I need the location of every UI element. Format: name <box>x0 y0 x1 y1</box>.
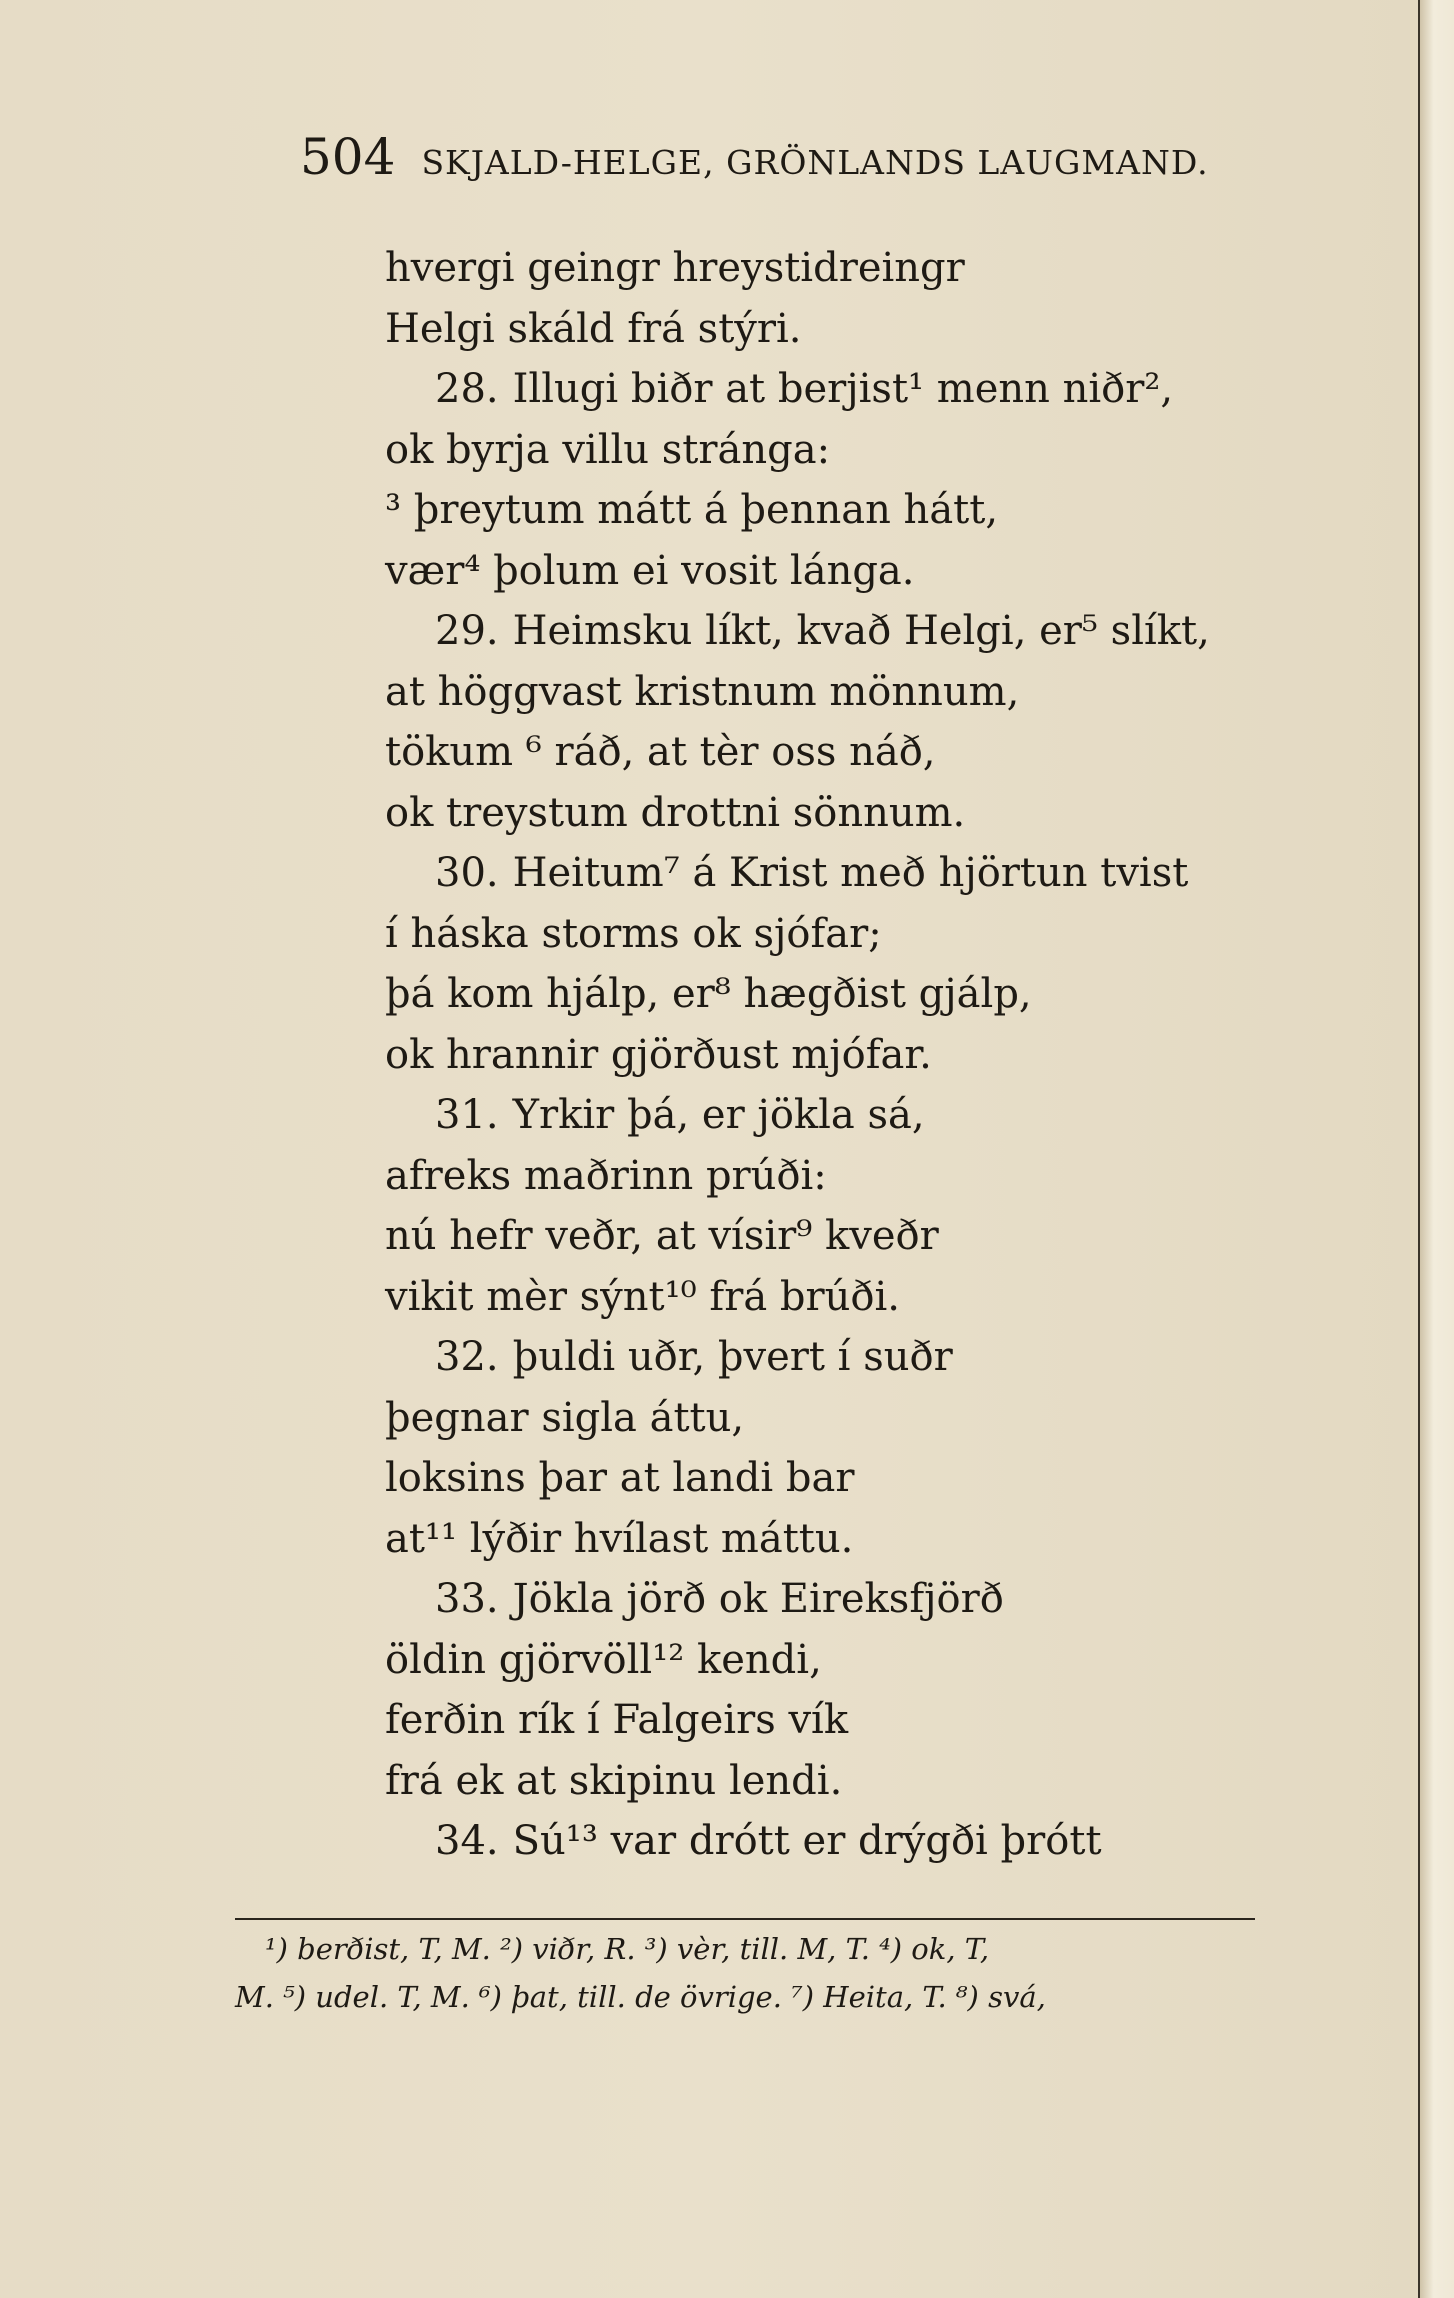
verse-line <box>385 1569 1345 1630</box>
verse-line-text: ok treystum drottni sönnum. <box>385 789 966 836</box>
verse-line-text: loksins þar at landi bar <box>385 1455 855 1501</box>
verse-line <box>385 1448 1345 1509</box>
verse-line <box>385 238 1345 299</box>
verse-line-text: ok byrja villu stránga: <box>385 426 831 473</box>
verse-line <box>385 359 1345 420</box>
book-gutter <box>1418 0 1454 2298</box>
verse-line <box>385 541 1345 602</box>
page-header <box>300 128 1209 186</box>
verse-line <box>385 722 1345 783</box>
verse-line-text: at¹¹ lýðir hvílast máttu. <box>385 1515 854 1562</box>
verse-line <box>385 1206 1345 1267</box>
verse-line <box>385 1690 1345 1751</box>
verse-number: 32. <box>435 1334 499 1380</box>
verse-line <box>385 1630 1345 1691</box>
footnote-line: ¹) berðist, T, M. ²) viðr, R. ³) vèr, till. M, T. ⁴) ok, T, <box>265 1932 990 1966</box>
verse-line <box>385 662 1345 723</box>
verse-line-text: tökum ⁶ ráð, at tèr oss náð, <box>385 729 936 775</box>
verse-line <box>385 964 1345 1025</box>
verse-line-text: hvergi geingr hreystidreingr <box>385 245 965 291</box>
verse-line-text: Illugi biðr at berjist¹ menn niðr², <box>512 366 1174 412</box>
verse-line-text: ok hrannir gjörðust mjófar. <box>385 1031 932 1078</box>
page-number: 504 <box>300 128 396 186</box>
verse-line-text: vikit mèr sýnt¹⁰ frá brúði. <box>385 1273 900 1320</box>
verse-number: 30. <box>435 850 499 896</box>
verse-line-text: Heimsku líkt, kvað Helgi, er⁵ slíkt, <box>512 608 1210 654</box>
footnotes <box>235 1925 1275 2021</box>
verse-line <box>385 1267 1345 1328</box>
verse-line-text: vær⁴ þolum ei vosit lánga. <box>385 547 915 594</box>
verse-line <box>385 1085 1345 1146</box>
verse-line <box>385 1146 1345 1207</box>
verse-line-text: þá kom hjálp, er⁸ hægðist gjálp, <box>385 971 1032 1017</box>
verse-line-text: Helgi skáld frá stýri. <box>385 305 802 352</box>
verse-number: 31. <box>435 1092 499 1138</box>
verse-line-text: Sú¹³ var drótt er drýgði þrótt <box>512 1818 1102 1864</box>
verse-line <box>385 1751 1345 1812</box>
verse-line-text: Yrkir þá, er jökla sá, <box>512 1092 925 1138</box>
verse-line-text: öldin gjörvöll¹² kendi, <box>385 1636 822 1683</box>
verse-line-text: ferðin rík í Falgeirs vík <box>385 1697 849 1743</box>
verse-line <box>385 1388 1345 1449</box>
footnote-rule <box>235 1918 1255 1920</box>
verse-line-text: þegnar sigla áttu, <box>385 1394 745 1441</box>
verse-line-text: frá ek at skipinu lendi. <box>385 1757 843 1804</box>
verse-line-text: ³ þreytum mátt á þennan hátt, <box>385 487 999 533</box>
verse-line <box>385 601 1345 662</box>
verse-number: 34. <box>435 1818 499 1864</box>
verse-text <box>385 238 1345 1872</box>
footnote-line: M. ⁵) udel. T, M. ⁶) þat, till. de övrige. ⁷) Heita, T. ⁸) svá, <box>235 1980 1046 2014</box>
verse-number: 28. <box>435 366 499 412</box>
verse-line <box>385 299 1345 360</box>
verse-line <box>385 843 1345 904</box>
verse-line-text: nú hefr veðr, at vísir⁹ kveðr <box>385 1213 939 1259</box>
verse-line <box>385 1509 1345 1570</box>
verse-line <box>385 420 1345 481</box>
verse-line <box>385 1327 1345 1388</box>
running-head: SKJALD-HELGE, GRÖNLANDS LAUGMAND. <box>421 143 1209 182</box>
verse-line-text: Jökla jörð ok Eireksfjörð <box>512 1576 1004 1622</box>
verse-line-text: þuldi uðr, þvert í suðr <box>512 1334 953 1380</box>
verse-line <box>385 1025 1345 1086</box>
verse-line-text: í háska storms ok sjófar; <box>385 910 882 957</box>
verse-number: 33. <box>435 1576 499 1622</box>
verse-line-text: at höggvast kristnum mönnum, <box>385 668 1020 715</box>
verse-line <box>385 480 1345 541</box>
verse-line <box>385 904 1345 965</box>
verse-line-text: afreks maðrinn prúði: <box>385 1152 827 1199</box>
verse-number: 29. <box>435 608 499 654</box>
verse-line-text: Heitum⁷ á Krist með hjörtun tvist <box>512 850 1189 896</box>
verse-line <box>385 783 1345 844</box>
verse-line <box>385 1811 1345 1872</box>
